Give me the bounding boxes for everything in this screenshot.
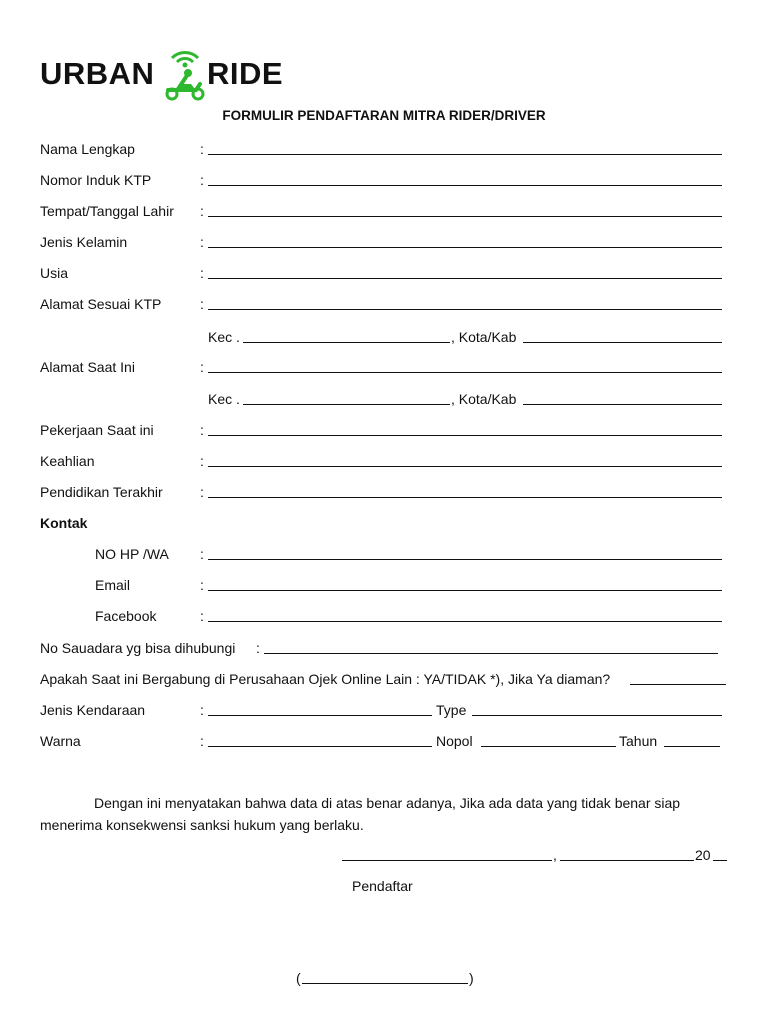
field-label: NO HP /WA (95, 546, 169, 562)
field-label: Pekerjaan Saat ini (40, 422, 154, 438)
date-comma: , (553, 847, 557, 863)
nama-blank[interactable] (208, 140, 722, 155)
field-row-alamat-ktp (0, 295, 768, 313)
year-prefix: 20 (695, 847, 711, 863)
place-blank[interactable] (342, 846, 552, 861)
kota-label: , Kota/Kab (451, 329, 517, 345)
date-blank[interactable] (560, 846, 694, 861)
warna-blank[interactable] (208, 732, 432, 747)
kec-blank[interactable] (243, 328, 450, 343)
ktp-blank[interactable] (208, 171, 722, 186)
colon: : (200, 422, 204, 438)
field-label: Nomor Induk KTP (40, 172, 152, 188)
colon: : (200, 702, 204, 718)
field-label: No Sauadara yg bisa dihubungi (40, 640, 236, 656)
signature-open-paren: ( (296, 970, 301, 986)
role-row (0, 877, 768, 895)
colon: : (200, 234, 204, 250)
year-blank[interactable] (713, 846, 727, 861)
ttl-blank[interactable] (208, 202, 722, 217)
tahun-label: Tahun (619, 733, 658, 749)
signer-role: Pendaftar (352, 878, 413, 894)
kec-label: Kec . (208, 391, 240, 407)
facebook-blank[interactable] (208, 607, 722, 622)
colon: : (256, 640, 260, 656)
field-row-kec-kota-kini (0, 390, 768, 408)
field-label: Facebook (95, 608, 157, 624)
usia-blank[interactable] (208, 264, 722, 279)
colon: : (200, 265, 204, 281)
ojek-blank[interactable] (630, 670, 726, 685)
kota-blank[interactable] (523, 328, 722, 343)
kendaraan-blank[interactable] (208, 701, 432, 716)
field-row-ojek (0, 670, 768, 688)
field-row-saudara (0, 639, 768, 657)
keahlian-blank[interactable] (208, 452, 722, 467)
scooter-rider-icon (162, 46, 208, 102)
field-row-usia (0, 264, 768, 282)
field-row-pendidikan (0, 483, 768, 501)
signature-row (0, 969, 768, 987)
colon: : (200, 608, 204, 624)
colon: : (200, 733, 204, 749)
colon: : (200, 359, 204, 375)
field-label: Warna (40, 733, 81, 749)
signature-close-paren: ) (469, 970, 474, 986)
field-row-kendaraan (0, 701, 768, 719)
field-label: Jenis Kendaraan (40, 702, 146, 718)
field-row-keahlian (0, 452, 768, 470)
field-row-kec-kota-ktp (0, 328, 768, 346)
field-row-email (0, 576, 768, 594)
field-label: Alamat Saat Ini (40, 359, 135, 375)
section-kontak (0, 514, 768, 532)
field-label: Jenis Kelamin (40, 234, 128, 250)
kota-label: , Kota/Kab (451, 391, 517, 407)
section-heading: Kontak (40, 515, 88, 531)
colon: : (200, 172, 204, 188)
colon: : (200, 203, 204, 219)
field-row-pekerjaan (0, 421, 768, 439)
field-label: Email (95, 577, 131, 593)
colon: : (200, 546, 204, 562)
colon: : (200, 296, 204, 312)
nopol-label: Nopol (436, 733, 473, 749)
field-row-ttl (0, 202, 768, 220)
nopol-blank[interactable] (481, 732, 616, 747)
field-label: Tempat/Tanggal Lahir (40, 203, 174, 219)
email-blank[interactable] (208, 576, 722, 591)
field-row-facebook (0, 607, 768, 625)
field-row-warna (0, 732, 768, 750)
type-blank[interactable] (472, 701, 722, 716)
kec-blank[interactable] (243, 390, 450, 405)
signature-name-blank[interactable] (302, 969, 468, 984)
colon: : (200, 453, 204, 469)
field-row-kelamin (0, 233, 768, 251)
colon: : (200, 577, 204, 593)
colon: : (200, 141, 204, 157)
field-label: Alamat Sesuai KTP (40, 296, 162, 312)
kota-blank[interactable] (523, 390, 722, 405)
kelamin-blank[interactable] (208, 233, 722, 248)
pendidikan-blank[interactable] (208, 483, 722, 498)
hp-blank[interactable] (208, 545, 722, 560)
alamat-kini-blank[interactable] (208, 358, 722, 373)
form-title: FORMULIR PENDAFTARAN MITRA RIDER/DRIVER (222, 108, 546, 123)
field-label: Keahlian (40, 453, 95, 469)
field-row-nama (0, 140, 768, 158)
colon: : (200, 484, 204, 500)
field-label: Pendidikan Terakhir (40, 484, 163, 500)
kec-label: Kec . (208, 329, 240, 345)
brand-name-right: RIDE (207, 56, 284, 91)
tahun-blank[interactable] (664, 732, 720, 747)
field-label: Usia (40, 265, 69, 281)
field-row-hp (0, 545, 768, 563)
alamat-ktp-blank[interactable] (208, 295, 722, 310)
date-place-row (0, 846, 768, 864)
statement-text: Dengan ini menyatakan bahwa data di atas benar adanya, Jika ada data yang tidak benar siap menerima konsekwensi sanksi hukum yang berlaku. (40, 795, 681, 833)
field-label: Apakah Saat ini Bergabung di Perusahaan Ojek Online Lain : YA/TIDAK *), Jika Ya diaman? (40, 671, 611, 687)
field-row-ktp (0, 171, 768, 189)
field-label: Nama Lengkap (40, 141, 135, 157)
field-row-alamat-kini (0, 358, 768, 376)
pekerjaan-blank[interactable] (208, 421, 722, 436)
saudara-blank[interactable] (264, 639, 718, 654)
brand-name-left: URBAN (40, 56, 155, 91)
type-label: Type (436, 702, 467, 718)
